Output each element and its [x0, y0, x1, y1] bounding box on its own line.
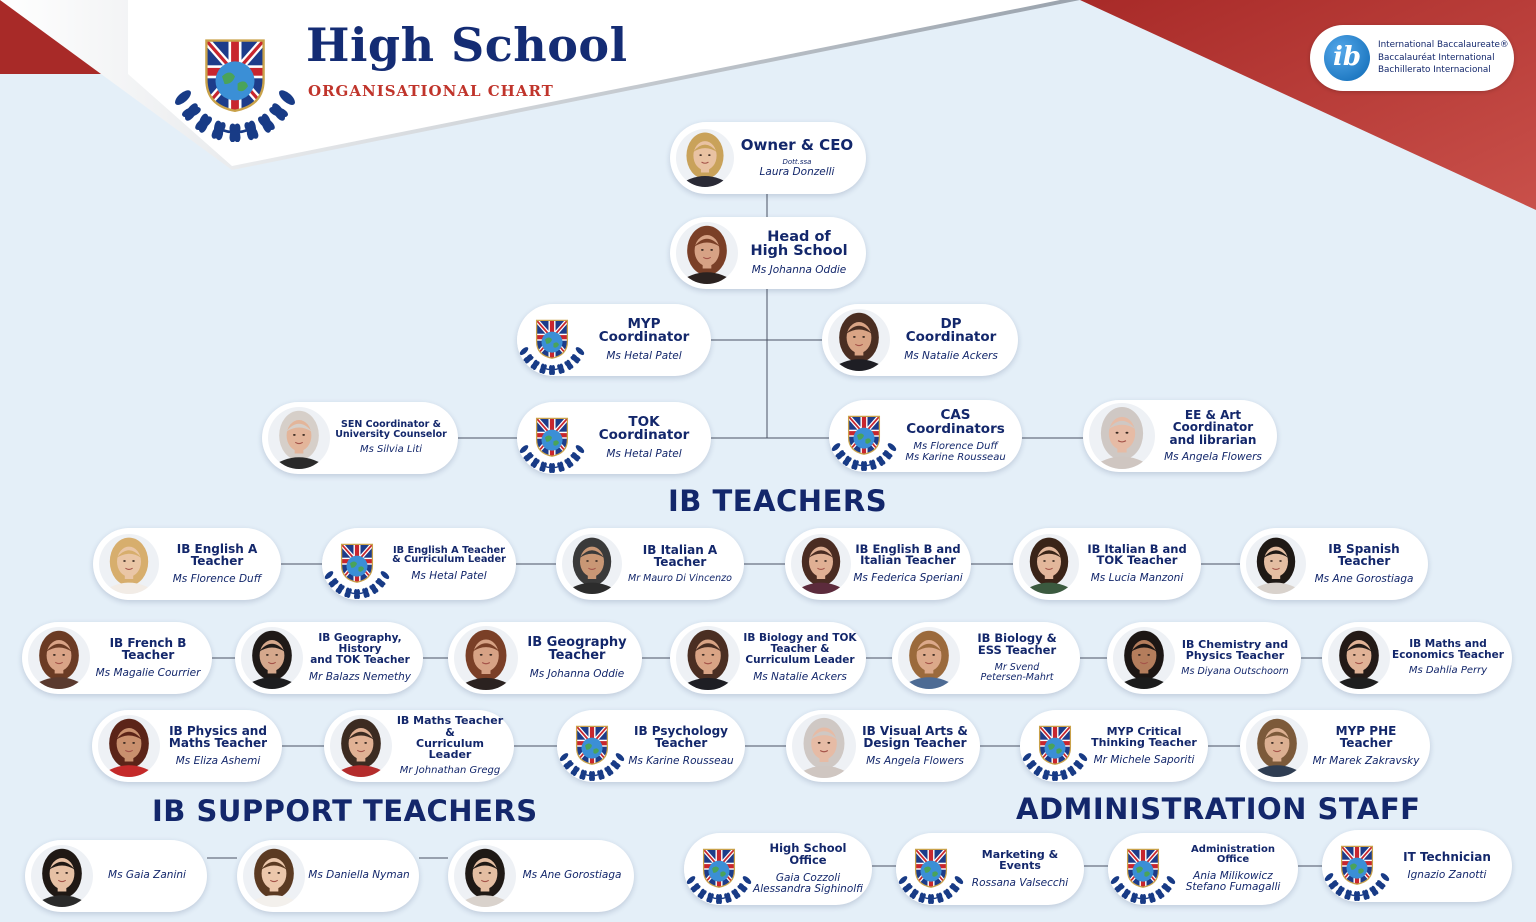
- node-person-name: Ms Dahlia Perry: [1408, 665, 1488, 677]
- node-person-name: Mr Mauro Di Vincenzo: [628, 573, 732, 585]
- person-photo: [99, 534, 159, 594]
- school-crest-icon: [322, 529, 392, 599]
- node-text: [964, 833, 1076, 905]
- node-role: IT Technician: [1403, 850, 1491, 865]
- org-node-t17: [786, 710, 980, 782]
- page-title: High School: [306, 18, 628, 72]
- org-node-s3: [448, 840, 634, 912]
- node-role: Marketing & Events: [981, 848, 1059, 873]
- node-person-name: Ms Angela Flowers: [1164, 450, 1262, 463]
- org-node-a4: [1322, 830, 1512, 902]
- org-node-t14: [92, 710, 282, 782]
- ib-logo-line: International Baccalaureate®: [1378, 40, 1509, 50]
- node-role: MYP Critical Thinking Teacher: [1091, 725, 1197, 750]
- node-text: [1088, 710, 1200, 782]
- person-photo: [243, 845, 305, 907]
- section-ib-support-teachers: IB SUPPORT TEACHERS: [152, 794, 538, 828]
- node-role: IB Geography Teacher: [527, 635, 627, 664]
- person-photo: [828, 309, 890, 371]
- node-role: TOK Coordinator: [598, 413, 690, 444]
- node-person-name: Mr Marek Zakravsky: [1312, 754, 1420, 767]
- node-role: Head of High School: [750, 228, 848, 260]
- node-text: [625, 710, 737, 782]
- node-person-name: Ms Hetal Patel: [411, 570, 487, 583]
- node-text: [962, 622, 1072, 694]
- node-role: IB Biology & ESS Teacher: [977, 631, 1057, 658]
- org-node-t11: [892, 622, 1080, 694]
- person-photo: [28, 627, 90, 689]
- node-text: [858, 710, 972, 782]
- node-text: [92, 622, 204, 694]
- person-photo: [562, 534, 622, 594]
- org-node-t16: [557, 710, 745, 782]
- node-text: [332, 402, 450, 474]
- node-text: [585, 402, 703, 474]
- school-crest-icon: [1108, 834, 1178, 904]
- node-text: [518, 840, 626, 912]
- node-person-name: Mr Svend Petersen-Mahrt: [980, 661, 1054, 683]
- node-person-name: Ms Gaia Zanini: [108, 869, 186, 882]
- node-person-name: Ms Lucia Manzoni: [1090, 572, 1184, 585]
- person-photo: [241, 627, 303, 689]
- node-role: IB Maths and Economics Teacher: [1392, 638, 1504, 661]
- node-role: EE & Art Coordinator and librarian: [1169, 408, 1257, 447]
- person-photo: [1246, 534, 1306, 594]
- org-node-cas: [829, 400, 1022, 472]
- org-node-t18: [1020, 710, 1208, 782]
- node-text: [736, 122, 858, 194]
- section-ib-teachers: IB TEACHERS: [668, 484, 888, 518]
- node-person-name: Mr Balazs Nemethy: [308, 670, 411, 683]
- org-node-myp: [517, 304, 711, 376]
- node-text: [1081, 528, 1193, 600]
- node-person-name: Ms Angela Flowers: [866, 754, 964, 767]
- node-person-name: Ms Magalie Courrier: [95, 666, 201, 679]
- node-role: IB Geography, History and TOK Teacher: [310, 632, 410, 666]
- node-person-name: Ms Ane Gorostiaga: [1314, 572, 1414, 585]
- node-person-name: Mr Michele Saporiti: [1093, 753, 1195, 766]
- page-subtitle: ORGANISATIONAL CHART: [308, 82, 554, 100]
- org-node-head: [670, 217, 866, 289]
- node-person-name: Laura Donzelli: [759, 166, 835, 179]
- node-text: [305, 622, 415, 694]
- node-role: IB Physics and Maths Teacher: [168, 724, 268, 751]
- org-node-sen: [262, 402, 458, 474]
- node-person-name: Ms Silvia Liti: [360, 444, 422, 456]
- school-crest-icon: [1322, 831, 1392, 901]
- org-node-t8: [235, 622, 423, 694]
- node-role: IB Psychology Teacher: [633, 724, 728, 751]
- org-node-tok: [517, 402, 711, 474]
- ib-logo-mark: ib: [1324, 35, 1370, 81]
- node-person-name: Ms Hetal Patel: [606, 350, 682, 363]
- node-role: IB Italian B and TOK Teacher: [1087, 541, 1187, 568]
- node-text: [1157, 400, 1269, 472]
- node-role: IB English A Teacher & Curriculum Leader: [392, 544, 506, 566]
- node-person-name: Ms Eliza Ashemi: [175, 754, 261, 767]
- node-person-name: Ms Ane Gorostiaga: [522, 869, 622, 882]
- node-text: [95, 840, 199, 912]
- org-node-t6: [1240, 528, 1428, 600]
- person-photo: [330, 715, 392, 777]
- person-photo: [1019, 534, 1079, 594]
- node-role: IB Biology and TOK Teacher & Curriculum Leader: [743, 632, 857, 666]
- org-node-t7: [22, 622, 212, 694]
- person-photo: [676, 129, 734, 187]
- org-node-a1: [684, 833, 872, 905]
- org-node-s2: [237, 840, 419, 912]
- school-crest-icon: [684, 834, 754, 904]
- org-node-t5: [1013, 528, 1201, 600]
- node-role: DP Coordinator: [905, 315, 997, 346]
- org-node-t12: [1107, 622, 1301, 694]
- node-person-name: Rossana Valsecchi: [971, 876, 1069, 889]
- node-role: IB English B and Italian Teacher: [855, 541, 961, 568]
- node-text: [1176, 833, 1290, 905]
- node-person-name: Mr Johnathan Gregg: [399, 765, 501, 777]
- ib-logo-text: [1378, 39, 1509, 77]
- node-text: [624, 528, 736, 600]
- node-text: [161, 528, 273, 600]
- school-crest-logo: [170, 12, 300, 142]
- node-text: [892, 304, 1010, 376]
- node-role: MYP PHE Teacher: [1335, 724, 1397, 751]
- node-person-name: Ms Federica Speriani: [853, 572, 963, 585]
- org-node-dp: [822, 304, 1018, 376]
- node-text: [897, 400, 1014, 472]
- node-person-name: Ms Natalie Ackers: [753, 670, 847, 683]
- node-role: IB Spanish Teacher: [1328, 542, 1400, 569]
- node-role: Owner & CEO: [740, 135, 854, 154]
- node-text: [162, 710, 274, 782]
- node-person-name: Ms Johanna Oddie: [529, 667, 625, 680]
- node-role: CAS Coordinators: [906, 406, 1005, 437]
- person-photo: [1113, 627, 1175, 689]
- org-node-a3: [1108, 833, 1298, 905]
- node-text: [1177, 622, 1293, 694]
- org-node-t9: [448, 622, 642, 694]
- org-node-a2: [896, 833, 1084, 905]
- node-role: IB Visual Arts & Design Teacher: [862, 724, 968, 751]
- node-person-name: Gaia Cozzoli Alessandra Sighinolfi: [753, 871, 863, 895]
- org-node-s1: [25, 840, 207, 912]
- node-person-name: Ms Diyana Outschoorn: [1181, 666, 1289, 678]
- person-photo: [454, 626, 518, 690]
- node-text: [520, 622, 634, 694]
- node-role: High School Office: [769, 841, 847, 867]
- school-crest-icon: [896, 834, 966, 904]
- person-photo: [792, 714, 856, 778]
- node-role: IB Maths Teacher & Curriculum Leader: [396, 714, 504, 761]
- person-photo: [98, 715, 160, 777]
- node-text: [740, 217, 858, 289]
- org-node-t13: [1322, 622, 1512, 694]
- node-text: [394, 710, 506, 782]
- org-node-t4: [785, 528, 971, 600]
- org-node-t1: [93, 528, 281, 600]
- node-role: SEN Coordinator & University Counselor: [335, 419, 447, 440]
- node-person-name: Ms Karine Rousseau: [628, 754, 734, 767]
- node-role: IB Chemistry and Physics Teacher: [1181, 637, 1289, 663]
- node-person-name: Ms Johanna Oddie: [751, 264, 847, 277]
- node-role: IB French B Teacher: [109, 636, 187, 663]
- person-photo: [791, 534, 851, 594]
- org-node-ceo: [670, 122, 866, 194]
- node-text: [307, 840, 411, 912]
- node-text: [585, 304, 703, 376]
- ib-logo: [1310, 25, 1514, 91]
- node-role: MYP Coordinator: [598, 315, 690, 346]
- node-role: IB Italian A Teacher: [642, 542, 718, 570]
- node-role: Administration Office: [1191, 843, 1275, 865]
- person-photo: [898, 627, 960, 689]
- person-photo: [454, 845, 516, 907]
- person-photo: [1328, 627, 1390, 689]
- school-crest-icon: [517, 305, 587, 375]
- node-person-name: Ms Florence Duff Ms Karine Rousseau: [905, 441, 1006, 463]
- person-photo: [676, 222, 738, 284]
- school-crest-icon: [557, 711, 627, 781]
- node-text: [853, 528, 963, 600]
- node-role: IB English A Teacher: [176, 542, 258, 569]
- node-text: [390, 528, 508, 600]
- org-node-t19: [1240, 710, 1430, 782]
- node-person-name: Ignazio Zanotti: [1407, 868, 1487, 881]
- school-crest-icon: [1020, 711, 1090, 781]
- person-photo: [1246, 715, 1308, 777]
- person-photo: [1089, 403, 1155, 469]
- ib-logo-line: Baccalauréat International: [1378, 52, 1495, 63]
- ib-logo-line: Bachillerato Internacional: [1378, 65, 1491, 75]
- node-name-prefix: Dott.ssa: [782, 158, 812, 167]
- node-person-name: Ms Florence Duff: [172, 572, 262, 585]
- node-person-name: Ms Natalie Ackers: [904, 350, 998, 363]
- node-person-name: Ms Hetal Patel: [606, 448, 682, 461]
- org-node-ee: [1083, 400, 1277, 472]
- org-node-t2: [322, 528, 516, 600]
- node-text: [742, 622, 858, 694]
- school-crest-icon: [829, 401, 899, 471]
- node-person-name: Ania Milikowicz Stefano Fumagalli: [1185, 870, 1281, 894]
- school-crest-icon: [517, 403, 587, 473]
- org-node-t15: [324, 710, 514, 782]
- node-person-name: Ms Daniella Nyman: [308, 869, 410, 882]
- org-node-t3: [556, 528, 744, 600]
- person-photo: [31, 845, 93, 907]
- node-text: [1308, 528, 1420, 600]
- org-node-t10: [670, 622, 866, 694]
- person-photo: [676, 626, 740, 690]
- node-text: [1392, 622, 1504, 694]
- node-text: [1310, 710, 1422, 782]
- node-text: [752, 833, 864, 905]
- person-photo: [268, 407, 330, 469]
- node-text: [1390, 830, 1504, 902]
- section-administration-staff: ADMINISTRATION STAFF: [1016, 792, 1421, 826]
